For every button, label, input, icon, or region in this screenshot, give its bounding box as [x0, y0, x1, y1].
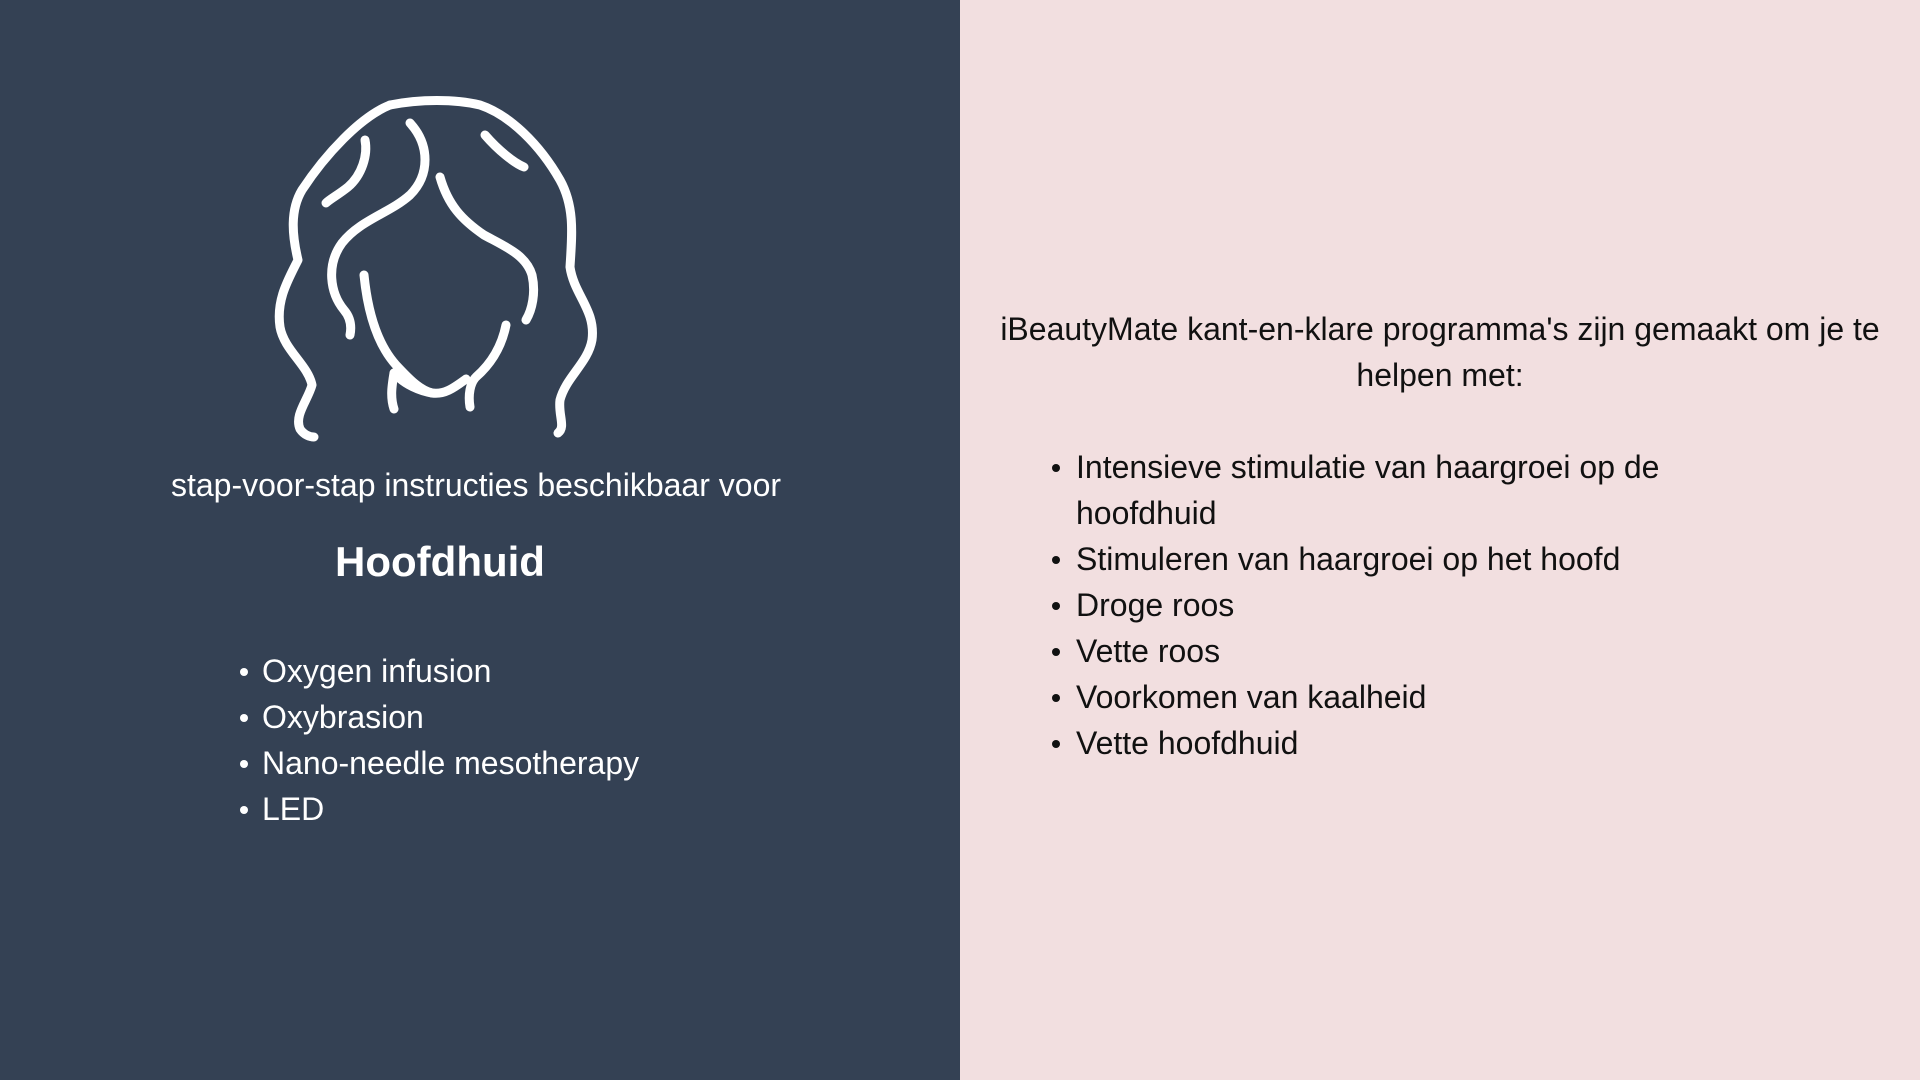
intro-text: iBeautyMate kant-en-klare programma's zijn gemaakt om je te helpen met:	[1000, 311, 1880, 393]
subtitle: stap-voor-stap instructies beschikbaar voor	[170, 467, 782, 503]
benefit-list	[1040, 444, 1800, 766]
woman-hair-outline-icon	[270, 95, 610, 445]
list-item: Oxybrasion	[230, 694, 639, 740]
list-item: Voorkomen van kaalheid	[1040, 674, 1800, 720]
list-item: LED	[230, 786, 639, 832]
list-item: Oxygen infusion	[230, 648, 639, 694]
treatment-list	[230, 648, 639, 832]
list-item: Stimuleren van haargroei op het hoofd	[1040, 536, 1800, 582]
list-item: Vette roos	[1040, 628, 1800, 674]
list-item: Vette hoofdhuid	[1040, 720, 1800, 766]
list-item: Nano-needle mesotherapy	[230, 740, 639, 786]
page-title: Hoofdhuid	[335, 538, 545, 585]
list-item: Droge roos	[1040, 582, 1800, 628]
list-item: Intensieve stimulatie van haargroei op de hoofdhuid	[1040, 444, 1800, 536]
